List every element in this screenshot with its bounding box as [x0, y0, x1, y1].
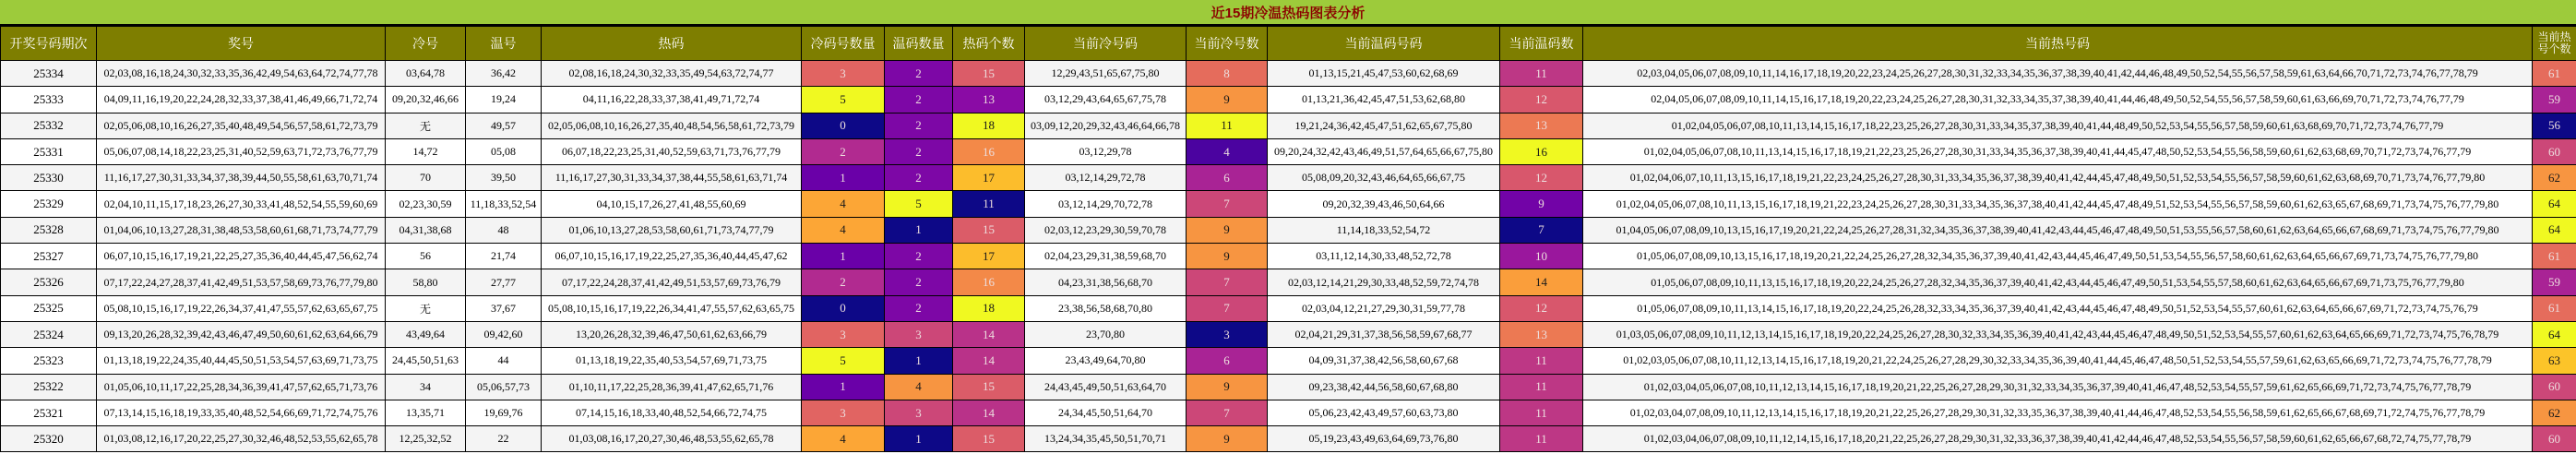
cell-cur-cold: 24,34,45,50,51,64,70: [1025, 400, 1187, 425]
cell-cur-hot: 01,02,03,04,05,06,07,08,10,11,12,13,14,15,16,17,18,19,20,21,22,25,26,27,28,29,30,31,32,33,34,35,36,37,39,40,41,46,47,48,52,53,54,55,57,59,61,62,65,66,69,71,72,73,74,75,76,77,78,79: [1583, 374, 2533, 400]
cell-cur-cold-n: 3: [1187, 321, 1268, 347]
cell-cur-cold-n: 7: [1187, 400, 1268, 425]
cell-cur-hot-n: 64: [2533, 191, 2576, 217]
cell-cur-warm-n: 11: [1500, 426, 1583, 452]
cell-cold-n: 2: [802, 138, 885, 164]
cell-cur-warm: 02,04,21,29,31,37,38,56,58,59,67,68,77: [1268, 321, 1500, 347]
cell-cur-warm-n: 11: [1500, 374, 1583, 400]
header-cur-hot: 当前热号码: [1583, 27, 2533, 61]
cell-win: 04,09,11,16,19,20,22,24,28,32,33,37,38,41,46,49,66,71,72,74: [97, 87, 386, 113]
cell-period: 25334: [1, 61, 97, 87]
cell-warm: 39,50: [466, 165, 542, 191]
cell-win: 05,08,10,15,16,17,19,22,26,34,37,41,47,55,57,62,63,65,67,75: [97, 295, 386, 321]
cell-cur-cold: 03,12,29,78: [1025, 138, 1187, 164]
cell-cur-hot-n: 62: [2533, 165, 2576, 191]
cell-cold-n: 1: [802, 244, 885, 269]
cell-cur-warm: 05,08,09,20,32,43,46,64,65,66,67,75: [1268, 165, 1500, 191]
cell-cur-cold-n: 7: [1187, 191, 1268, 217]
cell-cur-warm: 09,23,38,42,44,56,58,60,67,68,80: [1268, 374, 1500, 400]
cell-hot-n: 11: [953, 191, 1025, 217]
cell-cur-cold-n: 9: [1187, 87, 1268, 113]
cell-warm-n: 4: [885, 374, 953, 400]
cell-hot-n: 17: [953, 244, 1025, 269]
cell-warm-n: 3: [885, 400, 953, 425]
table-row: [1, 113, 2576, 138]
cell-hot-n: 13: [953, 87, 1025, 113]
cell-period: 25330: [1, 165, 97, 191]
cell-cur-cold: 03,12,29,43,64,65,67,75,78: [1025, 87, 1187, 113]
cell-hot: 01,13,18,19,22,35,40,53,54,57,69,71,73,75: [542, 348, 802, 374]
header-period: 开奖号码期次: [1, 27, 97, 61]
cell-hot: 05,08,10,15,16,17,19,22,26,34,41,47,55,57,62,63,65,75: [542, 295, 802, 321]
cell-win: 01,13,18,19,22,24,35,40,44,45,50,51,53,54,57,63,69,71,73,75: [97, 348, 386, 374]
cell-cold-n: 2: [802, 269, 885, 295]
table-row: [1, 138, 2576, 164]
cell-cold: 02,23,30,59: [386, 191, 466, 217]
cell-hot-n: 16: [953, 269, 1025, 295]
cell-hot: 07,17,22,24,28,37,41,42,49,51,53,57,69,73,76,79: [542, 269, 802, 295]
cell-cur-cold: 23,70,80: [1025, 321, 1187, 347]
cell-cur-hot-n: 56: [2533, 113, 2576, 138]
cell-cur-cold-n: 8: [1187, 61, 1268, 87]
cell-cur-cold: 13,24,34,35,45,50,51,70,71: [1025, 426, 1187, 452]
cell-cur-hot-n: 61: [2533, 244, 2576, 269]
cell-period: 25323: [1, 348, 97, 374]
cell-cur-warm-n: 9: [1500, 191, 1583, 217]
cell-hot-n: 15: [953, 217, 1025, 243]
cell-cur-hot: 01,02,04,05,06,07,08,10,11,13,14,15,16,17,18,19,21,22,23,25,26,27,28,30,31,33,34,35,36,37,38,39,40,41,44,45,47,48,50,52,53,54,55,56,58,59,60,61,62,63,68,69,70,71,72,73,74,76,77,79: [1583, 138, 2533, 164]
cell-cold: 70: [386, 165, 466, 191]
cold-warm-hot-analysis-table: [0, 26, 2576, 452]
cell-hot-n: 15: [953, 374, 1025, 400]
cell-cold: 无: [386, 113, 466, 138]
cell-cur-cold-n: 7: [1187, 269, 1268, 295]
cell-hot: 04,10,15,17,26,27,41,48,55,60,69: [542, 191, 802, 217]
cell-period: 25331: [1, 138, 97, 164]
cell-warm: 22: [466, 426, 542, 452]
cell-hot-n: 14: [953, 321, 1025, 347]
cell-warm-n: 3: [885, 321, 953, 347]
cell-cold: 13,35,71: [386, 400, 466, 425]
cell-warm-n: 2: [885, 138, 953, 164]
cell-hot: 04,11,16,22,28,33,37,38,41,49,71,72,74: [542, 87, 802, 113]
cell-cur-hot: 01,04,05,06,07,08,09,10,13,15,16,17,19,20,21,22,24,25,26,27,28,31,32,34,35,36,37,38,39,40,41,42,43,44,45,46,47,48,49,50,51,53,55,56,57,58,60,61,62,63,64,65,66,67,68,69,71,73,74,75,76,77,79,80: [1583, 217, 2533, 243]
cell-period: 25326: [1, 269, 97, 295]
cell-hot-n: 14: [953, 348, 1025, 374]
cell-win: 02,04,10,11,15,17,18,23,26,27,30,33,41,48,52,54,55,59,60,69: [97, 191, 386, 217]
table-row: [1, 191, 2576, 217]
cell-hot-n: 15: [953, 426, 1025, 452]
cell-cur-warm: 01,13,15,21,45,47,53,60,62,68,69: [1268, 61, 1500, 87]
cell-win: 06,07,10,15,16,17,19,21,22,25,27,35,36,40,44,45,47,56,62,74: [97, 244, 386, 269]
page-title: 近15期冷温热码图表分析: [1210, 5, 1366, 21]
table-row: [1, 321, 2576, 347]
cell-cur-warm: 02,03,12,14,21,29,30,33,48,52,59,72,74,78: [1268, 269, 1500, 295]
cell-cold: 43,49,64: [386, 321, 466, 347]
cell-warm: 48: [466, 217, 542, 243]
cell-warm: 27,77: [466, 269, 542, 295]
cell-hot: 01,10,11,17,22,25,28,36,39,41,47,62,65,71,76: [542, 374, 802, 400]
cell-cold: 34: [386, 374, 466, 400]
cell-warm-n: 1: [885, 217, 953, 243]
table-row: [1, 244, 2576, 269]
header-win: 奖号: [97, 27, 386, 61]
cell-cur-hot-n: 61: [2533, 295, 2576, 321]
cell-cur-warm-n: 12: [1500, 165, 1583, 191]
cell-cur-warm-n: 12: [1500, 87, 1583, 113]
cell-win: 02,05,06,08,10,16,26,27,35,40,48,49,54,56,57,58,61,72,73,79: [97, 113, 386, 138]
cell-warm: 44: [466, 348, 542, 374]
cell-cur-hot: 01,05,06,07,08,09,10,11,13,14,15,16,17,18,19,20,22,24,25,26,28,32,33,34,35,36,37,39,40,41,42,43,44,45,46,47,48,49,50,51,52,53,54,55,57,60,61,62,63,64,65,66,67,69,71,72,73,74,75,76,79: [1583, 295, 2533, 321]
cell-cur-cold: 03,09,12,20,29,32,43,46,64,66,78: [1025, 113, 1187, 138]
cell-warm: 09,42,60: [466, 321, 542, 347]
header-warm-n: 温码数量: [885, 27, 953, 61]
cell-cold-n: 3: [802, 400, 885, 425]
cell-cold: 58,80: [386, 269, 466, 295]
cell-win: 01,05,06,10,11,17,22,25,28,34,36,39,41,47,57,62,65,71,73,76: [97, 374, 386, 400]
cell-cur-warm: 01,13,21,36,42,45,47,51,53,62,68,80: [1268, 87, 1500, 113]
cell-cur-hot: 02,03,04,05,06,07,08,09,10,11,14,16,17,18,19,20,22,23,24,25,26,27,28,30,31,32,33,34,35,36,37,38,39,40,41,42,44,46,48,49,50,52,54,55,56,57,58,59,61,63,64,66,70,71,72,73,74,76,77,78,79: [1583, 61, 2533, 87]
cell-cur-cold-n: 9: [1187, 217, 1268, 243]
cell-hot: 01,03,08,16,17,20,27,30,46,48,53,55,62,65,78: [542, 426, 802, 452]
table-row: [1, 374, 2576, 400]
cell-cur-warm-n: 11: [1500, 348, 1583, 374]
cell-hot: 06,07,10,15,16,17,19,22,25,27,35,36,40,44,45,47,62: [542, 244, 802, 269]
cell-hot-n: 14: [953, 400, 1025, 425]
cell-period: 25329: [1, 191, 97, 217]
cell-cur-hot-n: 63: [2533, 348, 2576, 374]
cell-warm-n: 2: [885, 87, 953, 113]
cell-warm: 11,18,33,52,54: [466, 191, 542, 217]
cell-cur-cold: 12,29,43,51,65,67,75,80: [1025, 61, 1187, 87]
cell-win: 01,03,08,12,16,17,20,22,25,27,30,32,46,48,52,53,55,62,65,78: [97, 426, 386, 452]
header-cur-cold-n: 当前冷号数: [1187, 27, 1268, 61]
table-body: [1, 61, 2576, 452]
cell-cur-cold-n: 11: [1187, 113, 1268, 138]
header-cur-warm-n: 当前温码数: [1500, 27, 1583, 61]
cell-hot-n: 16: [953, 138, 1025, 164]
cell-cur-cold: 23,43,49,64,70,80: [1025, 348, 1187, 374]
cell-cur-warm: 19,21,24,36,42,45,47,51,62,65,67,75,80: [1268, 113, 1500, 138]
cell-cur-warm-n: 11: [1500, 61, 1583, 87]
cell-cold: 无: [386, 295, 466, 321]
cell-period: 25322: [1, 374, 97, 400]
cell-win: 07,13,14,15,16,18,19,33,35,40,48,52,54,66,69,71,72,74,75,76: [97, 400, 386, 425]
cell-win: 07,17,22,24,27,28,37,41,42,49,51,53,57,58,69,73,76,77,79,80: [97, 269, 386, 295]
cell-cold: 56: [386, 244, 466, 269]
cell-cur-warm: 03,11,12,14,30,33,48,52,72,78: [1268, 244, 1500, 269]
cell-period: 25333: [1, 87, 97, 113]
cell-cold-n: 0: [802, 113, 885, 138]
cell-hot: 02,05,06,08,10,16,26,27,35,40,48,54,56,58,61,72,73,79: [542, 113, 802, 138]
header-cold: 冷号: [386, 27, 466, 61]
cell-cur-hot: 01,03,05,06,07,08,09,10,11,12,13,14,15,16,17,18,19,20,22,24,25,26,27,28,30,32,33,34,35,36,39,40,41,42,43,44,45,46,47,48,49,50,51,52,53,54,55,57,60,61,62,63,64,65,66,69,71,72,73,74,75,76,78,79: [1583, 321, 2533, 347]
cell-cur-hot-n: 60: [2533, 138, 2576, 164]
cell-hot-n: 17: [953, 165, 1025, 191]
cell-cur-hot-n: 61: [2533, 61, 2576, 87]
cell-warm-n: 5: [885, 191, 953, 217]
header-cold-n: 冷码号数量: [802, 27, 885, 61]
cell-hot-n: 18: [953, 113, 1025, 138]
table-row: [1, 400, 2576, 425]
cell-cold: 04,31,38,68: [386, 217, 466, 243]
cell-warm-n: 2: [885, 165, 953, 191]
cell-warm: 21,74: [466, 244, 542, 269]
cell-cur-hot: 01,02,03,04,06,07,08,09,10,11,12,14,15,16,17,18,20,21,22,25,26,27,28,29,30,31,32,33,36,37,38,39,40,41,42,44,46,47,48,52,53,54,55,56,57,58,59,60,61,62,65,66,67,68,72,74,75,77,78,79: [1583, 426, 2533, 452]
cell-cold: 14,72: [386, 138, 466, 164]
cell-cur-cold: 24,43,45,49,50,51,63,64,70: [1025, 374, 1187, 400]
table-row: [1, 295, 2576, 321]
cell-cur-warm-n: 13: [1500, 113, 1583, 138]
table-row: [1, 426, 2576, 452]
cell-cold-n: 5: [802, 87, 885, 113]
cell-cur-warm: 05,06,23,42,43,49,57,60,63,73,80: [1268, 400, 1500, 425]
cell-period: 25324: [1, 321, 97, 347]
cell-cur-warm: 04,09,31,37,38,42,56,58,60,67,68: [1268, 348, 1500, 374]
cell-cur-hot-n: 59: [2533, 269, 2576, 295]
cell-hot-n: 18: [953, 295, 1025, 321]
cell-warm-n: 2: [885, 113, 953, 138]
cell-cur-warm: 02,03,04,12,21,27,29,30,31,59,77,78: [1268, 295, 1500, 321]
cell-win: 09,13,20,26,28,32,39,42,43,46,47,49,50,60,61,62,63,64,66,79: [97, 321, 386, 347]
cell-cur-hot: 01,05,06,07,08,09,10,13,15,16,17,18,19,20,21,22,24,25,26,27,28,32,34,35,36,37,39,40,41,42,43,44,45,46,47,49,50,51,53,54,55,56,57,58,60,61,62,63,64,65,66,67,69,71,73,74,75,76,77,79,80: [1583, 244, 2533, 269]
cell-cold: 09,20,32,46,66: [386, 87, 466, 113]
cell-cold-n: 4: [802, 191, 885, 217]
header-hot-n: 热码个数: [953, 27, 1025, 61]
cell-cur-hot: 01,02,03,05,06,07,08,10,11,12,13,14,15,16,17,18,19,20,21,22,24,25,26,27,28,29,30,32,33,34,35,36,39,40,41,44,45,46,47,48,50,51,52,53,54,55,57,59,61,62,63,65,66,69,71,72,73,74,75,76,77,78,79: [1583, 348, 2533, 374]
cell-cur-cold: 23,38,56,58,68,70,80: [1025, 295, 1187, 321]
cell-cur-hot-n: 64: [2533, 217, 2576, 243]
cell-warm-n: 2: [885, 61, 953, 87]
cell-cur-cold: 02,03,12,23,29,30,59,70,78: [1025, 217, 1187, 243]
cell-warm-n: 2: [885, 244, 953, 269]
header-cur-warm: 当前温码号码: [1268, 27, 1500, 61]
cell-hot-n: 15: [953, 61, 1025, 87]
cell-cur-cold: 04,23,31,38,56,68,70: [1025, 269, 1187, 295]
cell-cold-n: 3: [802, 61, 885, 87]
header-warm: 温号: [466, 27, 542, 61]
cell-cur-hot-n: 62: [2533, 400, 2576, 425]
cell-cur-hot-n: 60: [2533, 426, 2576, 452]
table-row: [1, 87, 2576, 113]
cell-cur-cold-n: 9: [1187, 426, 1268, 452]
cell-cold-n: 4: [802, 217, 885, 243]
cell-cur-hot: 01,02,04,06,07,10,11,13,15,16,17,18,19,21,22,23,24,25,26,27,28,30,31,33,34,35,36,37,38,39,40,41,42,44,45,47,48,49,50,51,52,53,54,55,56,57,58,59,60,61,62,63,68,69,70,71,73,74,76,77,79,80: [1583, 165, 2533, 191]
cell-cold-n: 0: [802, 295, 885, 321]
cell-period: 25332: [1, 113, 97, 138]
cell-warm: 05,08: [466, 138, 542, 164]
cell-cur-cold: 03,12,14,29,70,72,78: [1025, 191, 1187, 217]
cell-cur-hot: 01,05,06,07,08,09,10,11,13,15,16,17,18,19,20,22,24,25,26,27,28,32,34,35,36,37,39,40,41,42,43,44,45,46,47,49,50,51,53,54,55,57,58,60,61,62,63,64,65,66,67,69,71,73,75,76,77,79,80: [1583, 269, 2533, 295]
cell-cur-warm-n: 7: [1500, 217, 1583, 243]
cell-cur-warm-n: 12: [1500, 295, 1583, 321]
table-row: [1, 269, 2576, 295]
cell-warm: 19,24: [466, 87, 542, 113]
header-row: [1, 27, 2576, 61]
cell-hot: 01,06,10,13,27,28,53,58,60,61,71,73,74,77,79: [542, 217, 802, 243]
cell-cur-warm-n: 13: [1500, 321, 1583, 347]
cell-cold-n: 1: [802, 374, 885, 400]
cell-win: 05,06,07,08,14,18,22,23,25,31,40,52,59,63,71,72,73,76,77,79: [97, 138, 386, 164]
cell-warm: 36,42: [466, 61, 542, 87]
cell-cur-warm-n: 11: [1500, 400, 1583, 425]
cell-period: 25321: [1, 400, 97, 425]
cell-warm: 37,67: [466, 295, 542, 321]
cell-cur-hot: 01,02,04,05,06,07,08,10,11,13,14,15,16,17,18,22,23,25,26,27,28,30,31,33,34,35,37,38,39,40,41,44,48,49,50,52,53,54,55,56,57,58,59,60,61,63,68,69,70,71,72,73,74,76,77,79: [1583, 113, 2533, 138]
cell-cur-cold-n: 6: [1187, 165, 1268, 191]
cell-cold: 12,25,32,52: [386, 426, 466, 452]
table-row: [1, 61, 2576, 87]
cell-cur-hot-n: 60: [2533, 374, 2576, 400]
cell-cur-cold-n: 4: [1187, 138, 1268, 164]
table-row: [1, 217, 2576, 243]
cell-win: 11,16,17,27,30,31,33,34,37,38,39,44,50,55,58,61,63,70,71,74: [97, 165, 386, 191]
cell-hot: 07,14,15,16,18,33,40,48,52,54,66,72,74,75: [542, 400, 802, 425]
cell-hot: 06,07,18,22,23,25,31,40,52,59,63,71,73,76,77,79: [542, 138, 802, 164]
cell-warm-n: 2: [885, 295, 953, 321]
cell-warm-n: 2: [885, 269, 953, 295]
cell-cur-warm-n: 14: [1500, 269, 1583, 295]
table-row: [1, 165, 2576, 191]
cell-cur-cold: 03,12,14,29,72,78: [1025, 165, 1187, 191]
cell-cur-hot-n: 59: [2533, 87, 2576, 113]
cell-cur-cold-n: 7: [1187, 295, 1268, 321]
cell-cur-hot: 02,04,05,06,07,08,09,10,11,14,15,16,17,18,19,20,22,23,24,25,26,27,28,30,31,32,33,34,35,37,38,39,40,41,44,46,48,49,50,52,54,55,56,57,58,59,60,61,63,66,69,70,71,72,73,74,76,77,79: [1583, 87, 2533, 113]
cell-warm: 05,06,57,73: [466, 374, 542, 400]
cell-period: 25325: [1, 295, 97, 321]
cell-cur-warm: 09,20,24,32,42,43,46,49,51,57,64,65,66,67,75,80: [1268, 138, 1500, 164]
cell-hot: 13,20,26,28,32,39,46,47,50,61,62,63,66,79: [542, 321, 802, 347]
cell-period: 25327: [1, 244, 97, 269]
cell-cold-n: 3: [802, 321, 885, 347]
cell-cur-warm-n: 10: [1500, 244, 1583, 269]
cell-warm-n: 1: [885, 426, 953, 452]
cell-period: 25328: [1, 217, 97, 243]
cell-cur-warm-n: 16: [1500, 138, 1583, 164]
cell-warm: 49,57: [466, 113, 542, 138]
cell-warm-n: 1: [885, 348, 953, 374]
cell-period: 25320: [1, 426, 97, 452]
cell-cold: 24,45,50,51,63: [386, 348, 466, 374]
table-row: [1, 348, 2576, 374]
cell-warm: 19,69,76: [466, 400, 542, 425]
cell-cur-warm: 05,19,23,43,49,63,64,69,73,76,80: [1268, 426, 1500, 452]
cell-hot: 02,08,16,18,24,30,32,33,35,49,54,63,72,74,77: [542, 61, 802, 87]
cell-cold: 03,64,78: [386, 61, 466, 87]
cell-cur-cold-n: 6: [1187, 348, 1268, 374]
cell-cur-hot: 01,02,03,04,07,08,09,10,11,12,13,14,15,16,17,18,19,20,21,22,25,26,27,28,29,30,31,32,33,35,36,37,38,39,40,41,44,46,47,48,52,53,54,55,56,58,59,61,62,65,66,67,68,69,71,72,74,75,76,77,78,79: [1583, 400, 2533, 425]
header-cur-cold: 当前冷号码: [1025, 27, 1187, 61]
cell-cur-warm: 11,14,18,33,52,54,72: [1268, 217, 1500, 243]
cell-cur-cold: 02,04,23,29,31,38,59,68,70: [1025, 244, 1187, 269]
cell-win: 01,04,06,10,13,27,28,31,38,48,53,58,60,61,68,71,73,74,77,79: [97, 217, 386, 243]
cell-cold-n: 4: [802, 426, 885, 452]
header-hot: 热码: [542, 27, 802, 61]
cell-cold-n: 5: [802, 348, 885, 374]
cell-cold-n: 1: [802, 165, 885, 191]
title-bar: [0, 0, 2576, 26]
cell-hot: 11,16,17,27,30,31,33,34,37,38,44,55,58,61,63,71,74: [542, 165, 802, 191]
header-cur-hot-n: 当前热号个数: [2533, 27, 2576, 61]
cell-cur-warm: 09,20,32,39,43,46,50,64,66: [1268, 191, 1500, 217]
cell-cur-hot: 01,02,04,05,06,07,08,10,11,13,15,16,17,18,19,21,22,23,24,25,26,27,28,30,31,33,34,35,36,37,38,40,41,42,44,45,47,48,49,51,52,53,54,55,56,57,58,59,60,61,62,63,65,67,68,69,71,73,74,75,76,77,79,80: [1583, 191, 2533, 217]
cell-win: 02,03,08,16,18,24,30,32,33,35,36,42,49,54,63,64,72,74,77,78: [97, 61, 386, 87]
cell-cur-cold-n: 9: [1187, 244, 1268, 269]
cell-cur-hot-n: 64: [2533, 321, 2576, 347]
cell-cur-cold-n: 9: [1187, 374, 1268, 400]
